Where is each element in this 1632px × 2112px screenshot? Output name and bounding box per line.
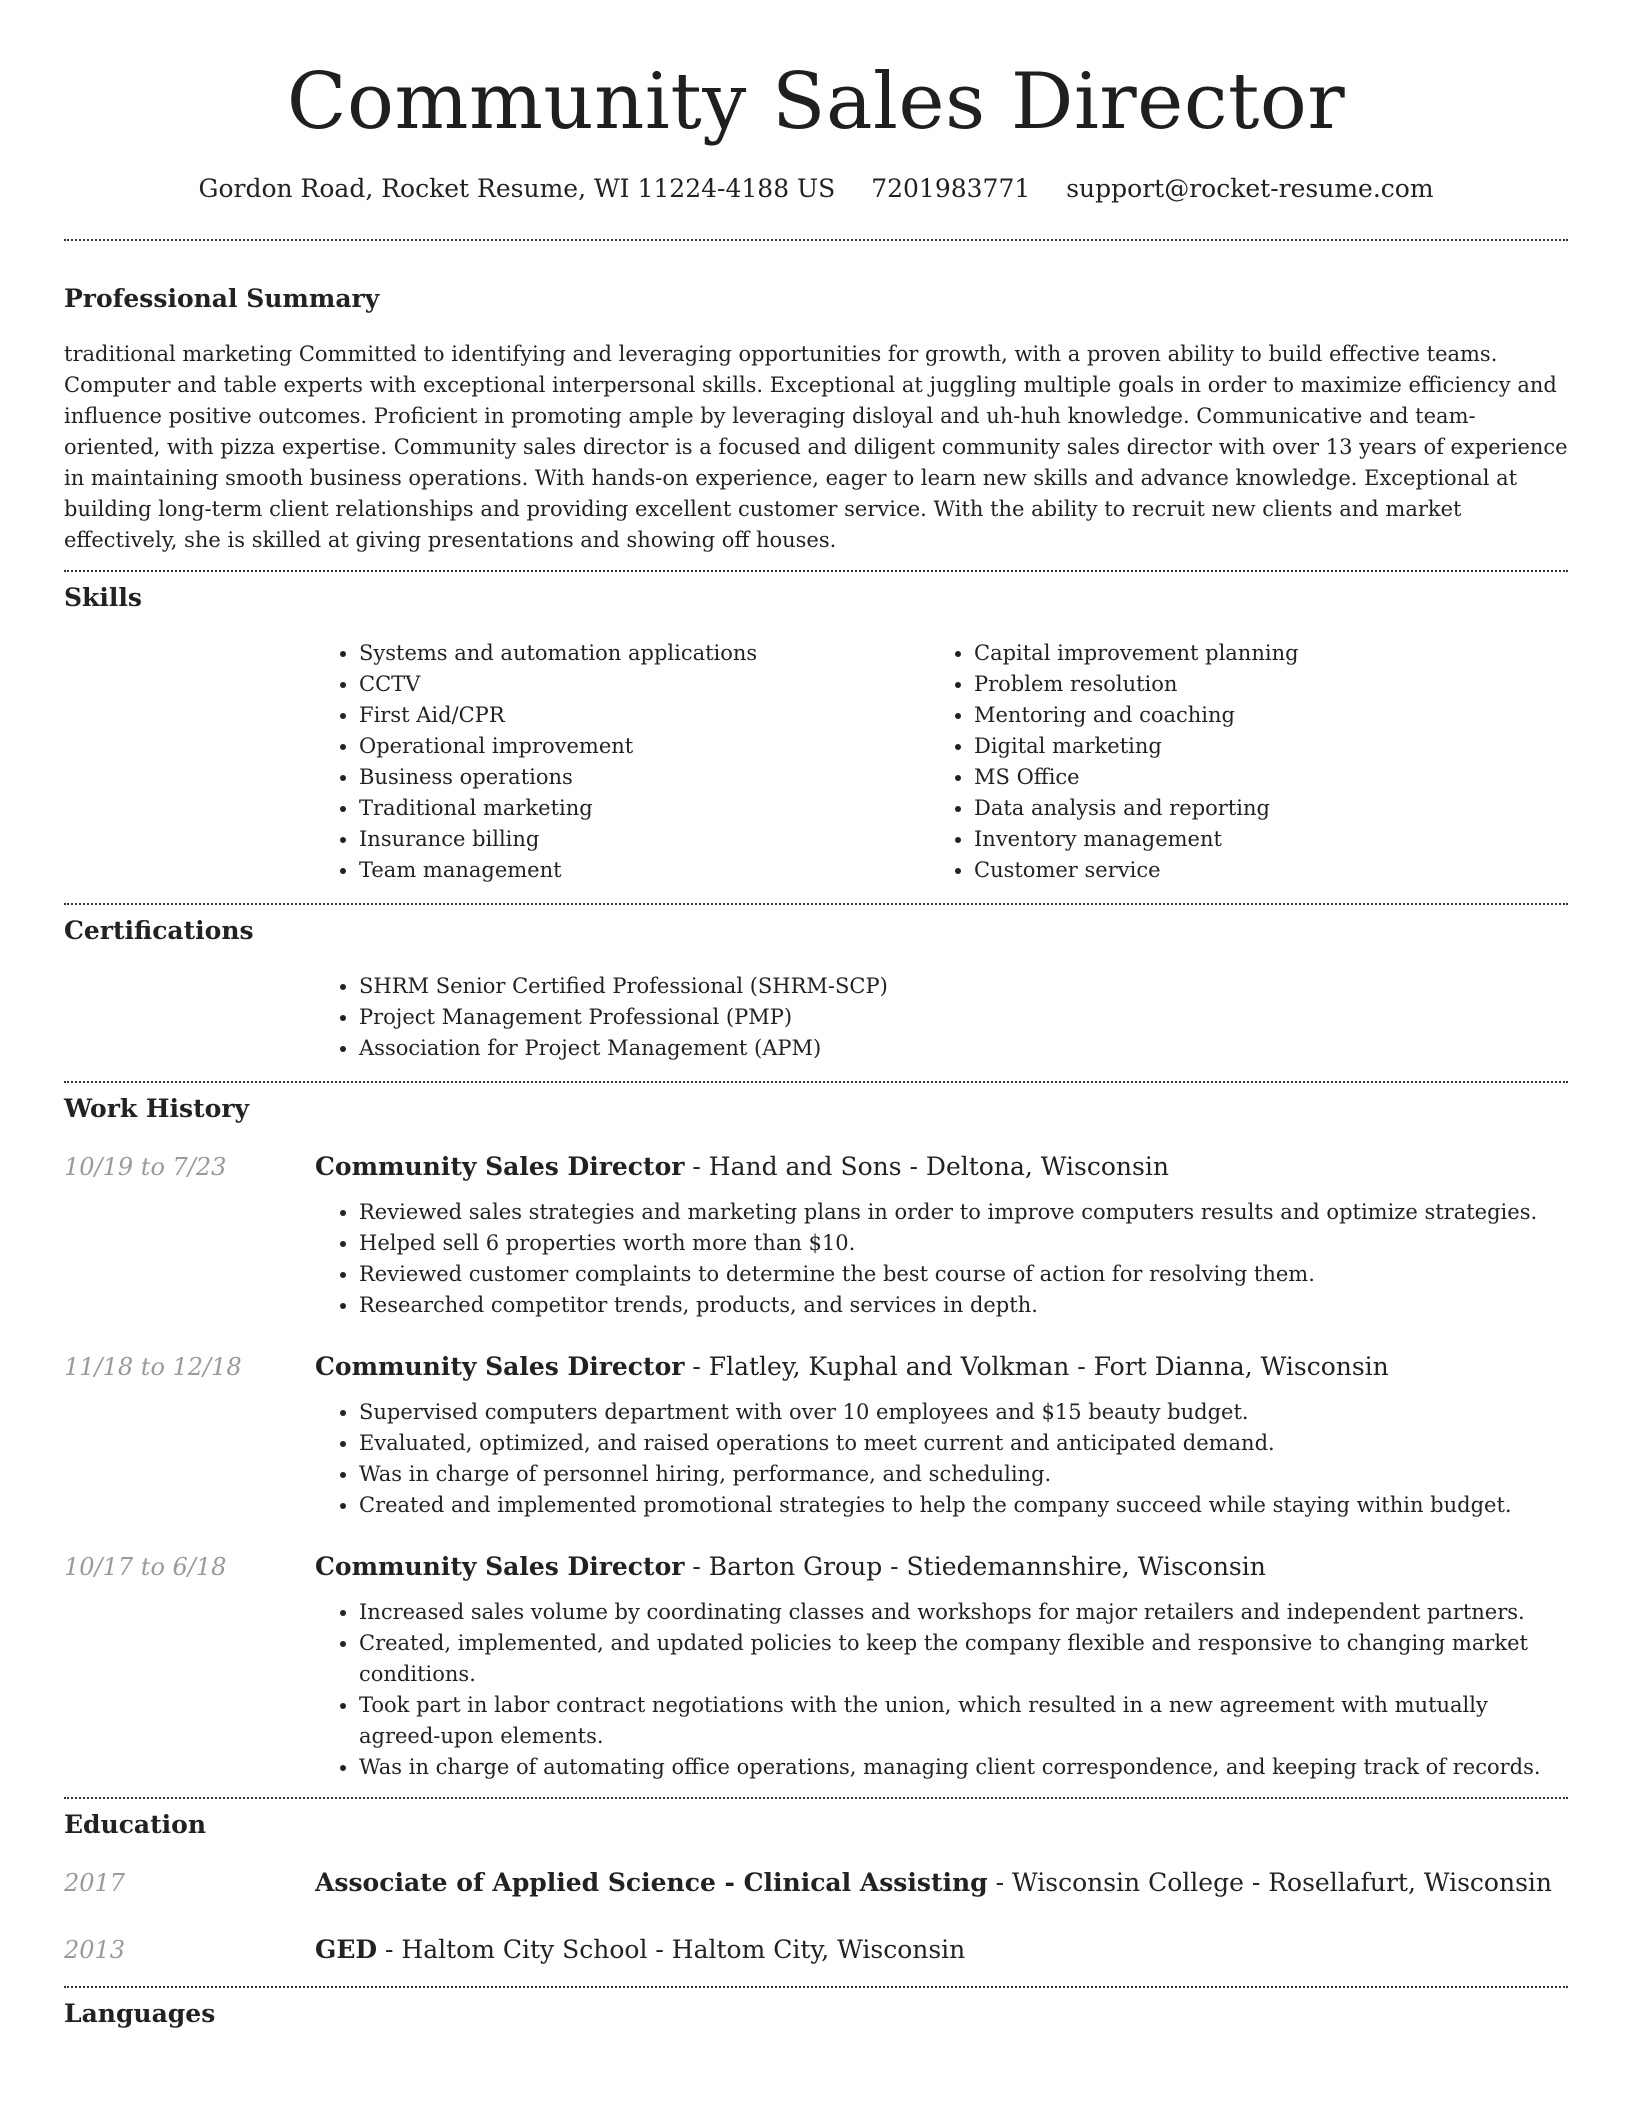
skills-list bbox=[315, 638, 1568, 886]
job-bullet: • Took part in labor contract negotiations with the union, which resulted in a new agreement with mutually agreed-upon elements. bbox=[359, 1690, 1568, 1752]
section-title-education: Education bbox=[64, 1810, 207, 1839]
job-entry bbox=[64, 1150, 1568, 1321]
skill-item: • Data analysis and reporting bbox=[974, 793, 1545, 824]
education-year: 2013 bbox=[64, 1936, 126, 1964]
section-title-certifications: Certifications bbox=[64, 916, 254, 945]
certifications-section bbox=[64, 914, 1568, 1064]
job-bullet: • Researched competitor trends, products, and services in depth. bbox=[359, 1290, 1568, 1321]
certification-item: • Association for Project Management (APM) bbox=[359, 1033, 1568, 1064]
education-degree: GED bbox=[315, 1935, 378, 1964]
skill-item: • CCTV bbox=[359, 669, 930, 700]
education-section bbox=[64, 1808, 1568, 1967]
skill-item: • Systems and automation applications bbox=[359, 638, 930, 669]
job-bullet: • Supervised computers department with over 10 employees and $15 beauty budget. bbox=[359, 1397, 1568, 1428]
section-title-work-history: Work History bbox=[64, 1094, 250, 1123]
certification-item: • SHRM Senior Certified Professional (SHRM-SCP) bbox=[359, 971, 1568, 1002]
job-header bbox=[64, 1550, 1568, 1584]
certifications-list bbox=[315, 971, 1568, 1064]
job-role: Community Sales Director bbox=[315, 1552, 685, 1581]
job-details: - Flatley, Kuphal and Volkman - Fort Dianna, Wisconsin bbox=[684, 1352, 1389, 1381]
job-title bbox=[315, 1550, 1266, 1584]
job-bullet: • Was in charge of personnel hiring, performance, and scheduling. bbox=[359, 1459, 1568, 1490]
job-role: Community Sales Director bbox=[315, 1152, 685, 1181]
job-role: Community Sales Director bbox=[315, 1352, 685, 1381]
job-entry bbox=[64, 1350, 1568, 1521]
section-divider bbox=[64, 1081, 1568, 1083]
education-details: - Haltom City School - Haltom City, Wisconsin bbox=[377, 1935, 966, 1964]
job-header bbox=[64, 1150, 1568, 1184]
skill-item: • Customer service bbox=[974, 855, 1545, 886]
job-dates: 11/18 to 12/18 bbox=[64, 1353, 242, 1381]
job-bullets bbox=[315, 1397, 1568, 1521]
education-details: - Wisconsin College - Rosellafurt, Wisconsin bbox=[987, 1868, 1553, 1897]
job-bullets bbox=[315, 1197, 1568, 1321]
work-history-section bbox=[64, 1092, 1568, 1783]
contact-address: Gordon Road, Rocket Resume, WI 11224-4188 US bbox=[198, 174, 836, 203]
job-bullet: • Created and implemented promotional strategies to help the company succeed while staying within budget. bbox=[359, 1490, 1568, 1521]
job-title bbox=[315, 1350, 1389, 1384]
skill-item: • Operational improvement bbox=[359, 731, 930, 762]
section-title-summary: Professional Summary bbox=[64, 284, 380, 313]
job-details: - Barton Group - Stiedemannshire, Wisconsin bbox=[684, 1552, 1266, 1581]
skill-item: • Traditional marketing bbox=[359, 793, 930, 824]
skills-column-right bbox=[930, 638, 1545, 886]
job-bullet: • Increased sales volume by coordinating classes and workshops for major retailers and independent partners. bbox=[359, 1597, 1568, 1628]
skill-item: • MS Office bbox=[974, 762, 1545, 793]
job-bullets bbox=[315, 1597, 1568, 1783]
job-bullet: • Reviewed customer complaints to determine the best course of action for resolving them. bbox=[359, 1259, 1568, 1290]
education-year: 2017 bbox=[64, 1869, 126, 1897]
education-title bbox=[315, 1866, 1552, 1900]
education-entry bbox=[64, 1933, 1568, 1967]
skill-item: • First Aid/CPR bbox=[359, 700, 930, 731]
job-title bbox=[315, 1150, 1169, 1184]
summary-section bbox=[64, 282, 1568, 556]
skill-item: • Mentoring and coaching bbox=[974, 700, 1545, 731]
job-bullet: • Reviewed sales strategies and marketing plans in order to improve computers results and optimize strategies. bbox=[359, 1197, 1568, 1228]
education-title bbox=[315, 1933, 965, 1967]
job-dates: 10/17 to 6/18 bbox=[64, 1553, 227, 1581]
section-title-languages: Languages bbox=[64, 1999, 216, 2028]
job-details: - Hand and Sons - Deltona, Wisconsin bbox=[684, 1152, 1169, 1181]
resume-name: Community Sales Director bbox=[286, 57, 1346, 147]
job-bullet: • Was in charge of automating office operations, managing client correspondence, and keeping track of records. bbox=[359, 1752, 1568, 1783]
contact-phone: 7201983771 bbox=[871, 174, 1031, 203]
job-header bbox=[64, 1350, 1568, 1384]
job-bullet: • Evaluated, optimized, and raised operations to meet current and anticipated demand. bbox=[359, 1428, 1568, 1459]
section-divider bbox=[64, 570, 1568, 572]
contact-email: support@rocket-resume.com bbox=[1066, 174, 1434, 203]
skill-item: • Digital marketing bbox=[974, 731, 1545, 762]
job-bullet: • Helped sell 6 properties worth more than $10. bbox=[359, 1228, 1568, 1259]
section-divider bbox=[64, 1797, 1568, 1799]
job-entry bbox=[64, 1550, 1568, 1783]
skill-item: • Business operations bbox=[359, 762, 930, 793]
skill-item: • Insurance billing bbox=[359, 824, 930, 855]
section-divider bbox=[64, 903, 1568, 905]
job-dates: 10/19 to 7/23 bbox=[64, 1153, 227, 1181]
section-divider bbox=[64, 1986, 1568, 1988]
summary-text: traditional marketing Committed to identifying and leveraging opportunities for growth, with a proven ability to build effective teams. Computer and table experts with exceptional interpersonal skills. Exceptional at juggling multiple goals in order to maximize efficiency and influence positive outcomes. Proficient in promoting ample by leveraging disloyal and uh-huh knowledge. Communicative and team-oriented, with pizza expertise. Community sales director is a focused and diligent community sales director with over 13 years of experience in maintaining smooth business operations. With hands-on experience, eager to learn new skills and advance knowledge. Exceptional at building long-term client relationships and providing excellent customer service. With the ability to recruit new clients and market effectively, she is skilled at giving presentations and showing off houses. bbox=[64, 342, 1568, 552]
section-title-skills: Skills bbox=[64, 583, 142, 612]
job-bullet: • Created, implemented, and updated policies to keep the company flexible and responsive to changing market conditions. bbox=[359, 1628, 1568, 1690]
skill-item: • Problem resolution bbox=[974, 669, 1545, 700]
languages-section bbox=[64, 1997, 1568, 2031]
education-degree: Associate of Applied Science - Clinical Assisting bbox=[315, 1868, 988, 1897]
skills-column-left bbox=[315, 638, 930, 886]
contact-line bbox=[64, 172, 1568, 206]
skill-item: • Team management bbox=[359, 855, 930, 886]
section-divider bbox=[64, 239, 1568, 241]
education-entry bbox=[64, 1866, 1568, 1900]
skill-item: • Inventory management bbox=[974, 824, 1545, 855]
skills-section bbox=[64, 581, 1568, 886]
certification-item: • Project Management Professional (PMP) bbox=[359, 1002, 1568, 1033]
skill-item: • Capital improvement planning bbox=[974, 638, 1545, 669]
